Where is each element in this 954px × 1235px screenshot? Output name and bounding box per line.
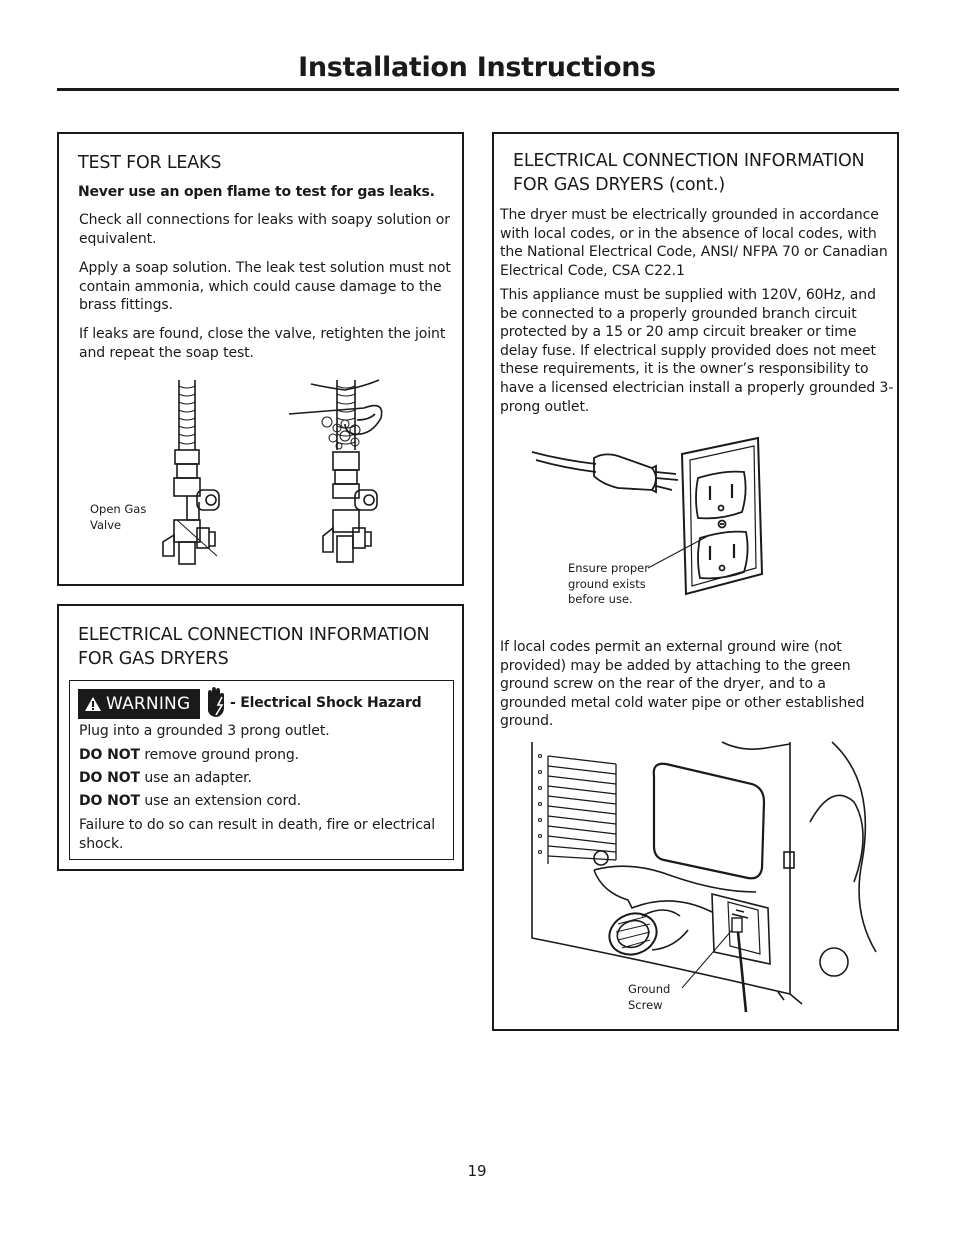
electrical-cont-paragraph: The dryer must be electrically grounded in accordance with local codes, or in the absence of local codes, with the National Electrical Code, ANSI/ NFPA 70 or Canadian Electrical Code, CSA C22.1 [500, 207, 888, 279]
gas-valve-illustration [149, 380, 409, 580]
shock-hazard-icon [204, 687, 228, 719]
open-flame-warning: Never use an open flame to test for gas leaks. [78, 184, 435, 200]
warning-footer: Failure to do so can result in death, fire or electrical shock. [79, 817, 436, 852]
warning-instruction: DO NOT use an extension cord. [79, 793, 302, 809]
warning-instruction: DO NOT use an adapter. [79, 770, 252, 786]
open-gas-valve-label: Open Gas Valve [90, 502, 147, 532]
leaks-paragraph: Check all connections for leaks with soapy solution or equivalent. [79, 212, 450, 247]
electrical-cont-paragraph: This appliance must be supplied with 120V, 60Hz, and be connected to a properly grounded branch circuit protected by a 15 or 20 amp circuit breaker or time delay fuse. If electrical supply provided does not meet these requirements, it is the owner’s responsibility to have a licensed electrician install a properly grounded 3-prong outlet. [500, 287, 894, 415]
page-title: Installation Instructions [298, 52, 656, 83]
electrical-cont-section [492, 132, 899, 1031]
electrical-shock-hazard-text: - Electrical Shock Hazard [230, 695, 422, 711]
test-for-leaks-heading: TEST FOR LEAKS [78, 153, 222, 173]
warning-instruction: DO NOT remove ground prong. [79, 747, 300, 763]
leaks-paragraph: If leaks are found, close the valve, retighten the joint and repeat the soap test. [79, 326, 446, 361]
warning-badge [78, 689, 200, 719]
warning-box [69, 680, 454, 860]
electrical-connection-section [57, 604, 464, 871]
ensure-ground-label: Ensure proper ground exists before use. [568, 561, 649, 606]
leaks-paragraph: Apply a soap solution. The leak test solution must not contain ammonia, which could cause damage to the brass fittings. [79, 260, 451, 314]
page-number: 19 [467, 1162, 487, 1180]
electrical-cont-heading: ELECTRICAL CONNECTION INFORMATION FOR GAS DRYERS (cont.) [513, 151, 865, 195]
warning-instruction: Plug into a grounded 3 prong outlet. [79, 723, 330, 739]
test-for-leaks-section [57, 132, 464, 586]
dryer-rear-illustration [532, 742, 878, 1014]
electrical-cont-paragraph: If local codes permit an external ground wire (not provided) may be added by attaching to the green ground screw on the rear of the dryer, and to a grounded metal cold water pipe or other established ground. [500, 639, 865, 730]
warning-label: WARNING [106, 694, 191, 714]
electrical-heading: ELECTRICAL CONNECTION INFORMATION FOR GAS DRYERS [78, 625, 430, 669]
title-divider [57, 88, 899, 91]
ground-screw-label: Ground Screw [628, 982, 671, 1012]
warning-triangle-icon [84, 694, 102, 714]
